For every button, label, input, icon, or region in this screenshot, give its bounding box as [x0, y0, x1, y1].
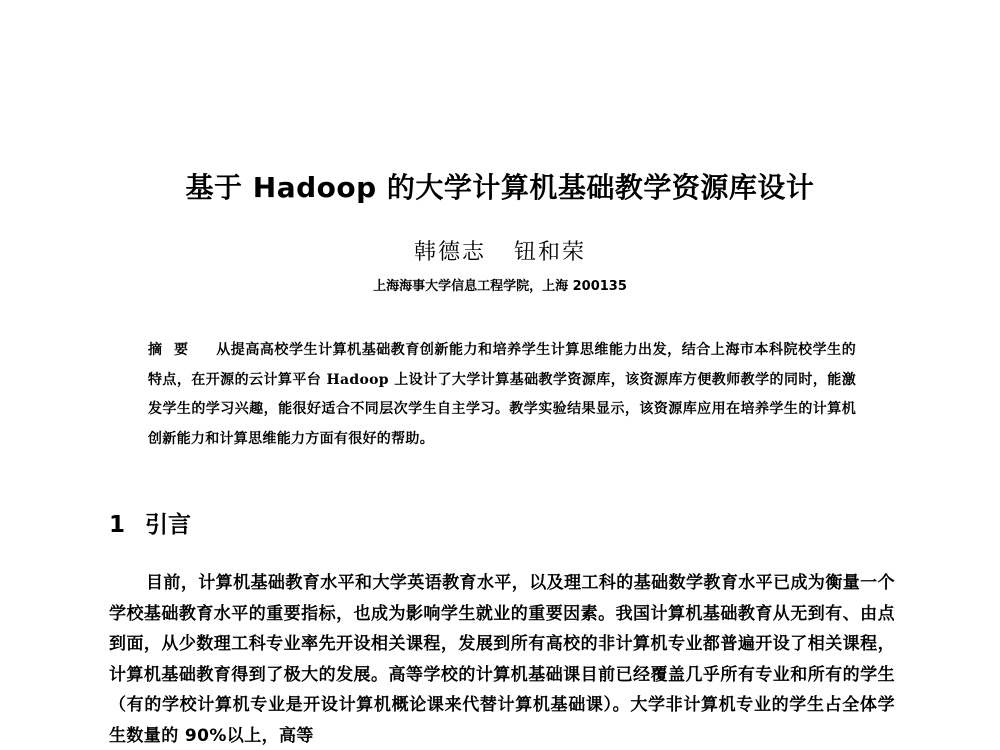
- author-name: 钮和荣: [514, 240, 587, 265]
- section-number: 1: [109, 512, 126, 538]
- abstract: [148, 336, 856, 454]
- body-paragraph: 目前，计算机基础教育水平和大学英语教育水平，以及理工科的基础数学教育水平已成为衡量一个学校基础教育水平的重要指标，也成为影响学生就业的重要因素。我国计算机基础教育从无到有、由点到面，从少数理工科专业率先开设相关课程，发展到所有高校的非计算机专业都普遍开设了相关课程，计算机基础教育得到了极大的发展。高等学校的计算机基础课目前已经覆盖几乎所有专业和所有的学生（有的学校计算机专业是开设计算机概论课来代替计算机基础课）。大学非计算机专业的学生占全体学生数量的 90%以上，高等: [109, 573, 895, 746]
- section-title: 引言: [145, 512, 191, 538]
- section-heading: [109, 509, 191, 541]
- author-name: 韩德志: [413, 240, 486, 265]
- author-list: [0, 238, 1000, 268]
- author-affiliation: 上海海事大学信息工程学院，上海 200135: [373, 279, 627, 294]
- paper-title: 基于 Hadoop 的大学计算机基础教学资源库设计: [185, 171, 815, 204]
- abstract-label: 摘要: [148, 342, 200, 358]
- abstract-text: 从提高高校学生计算机基础教育创新能力和培养学生计算思维能力出发，结合上海市本科院校学生的特点，在开源的云计算平台 Hadoop 上设计了大学计算基础教学资源库，该资源库方便教师教学的同时，能激发学生的学习兴趣，能很好适合不同层次学生自主学习。教学实验结果显示，该资源库应用在培养学生的计算机创新能力和计算思维能力方面有很好的帮助。: [148, 342, 856, 447]
